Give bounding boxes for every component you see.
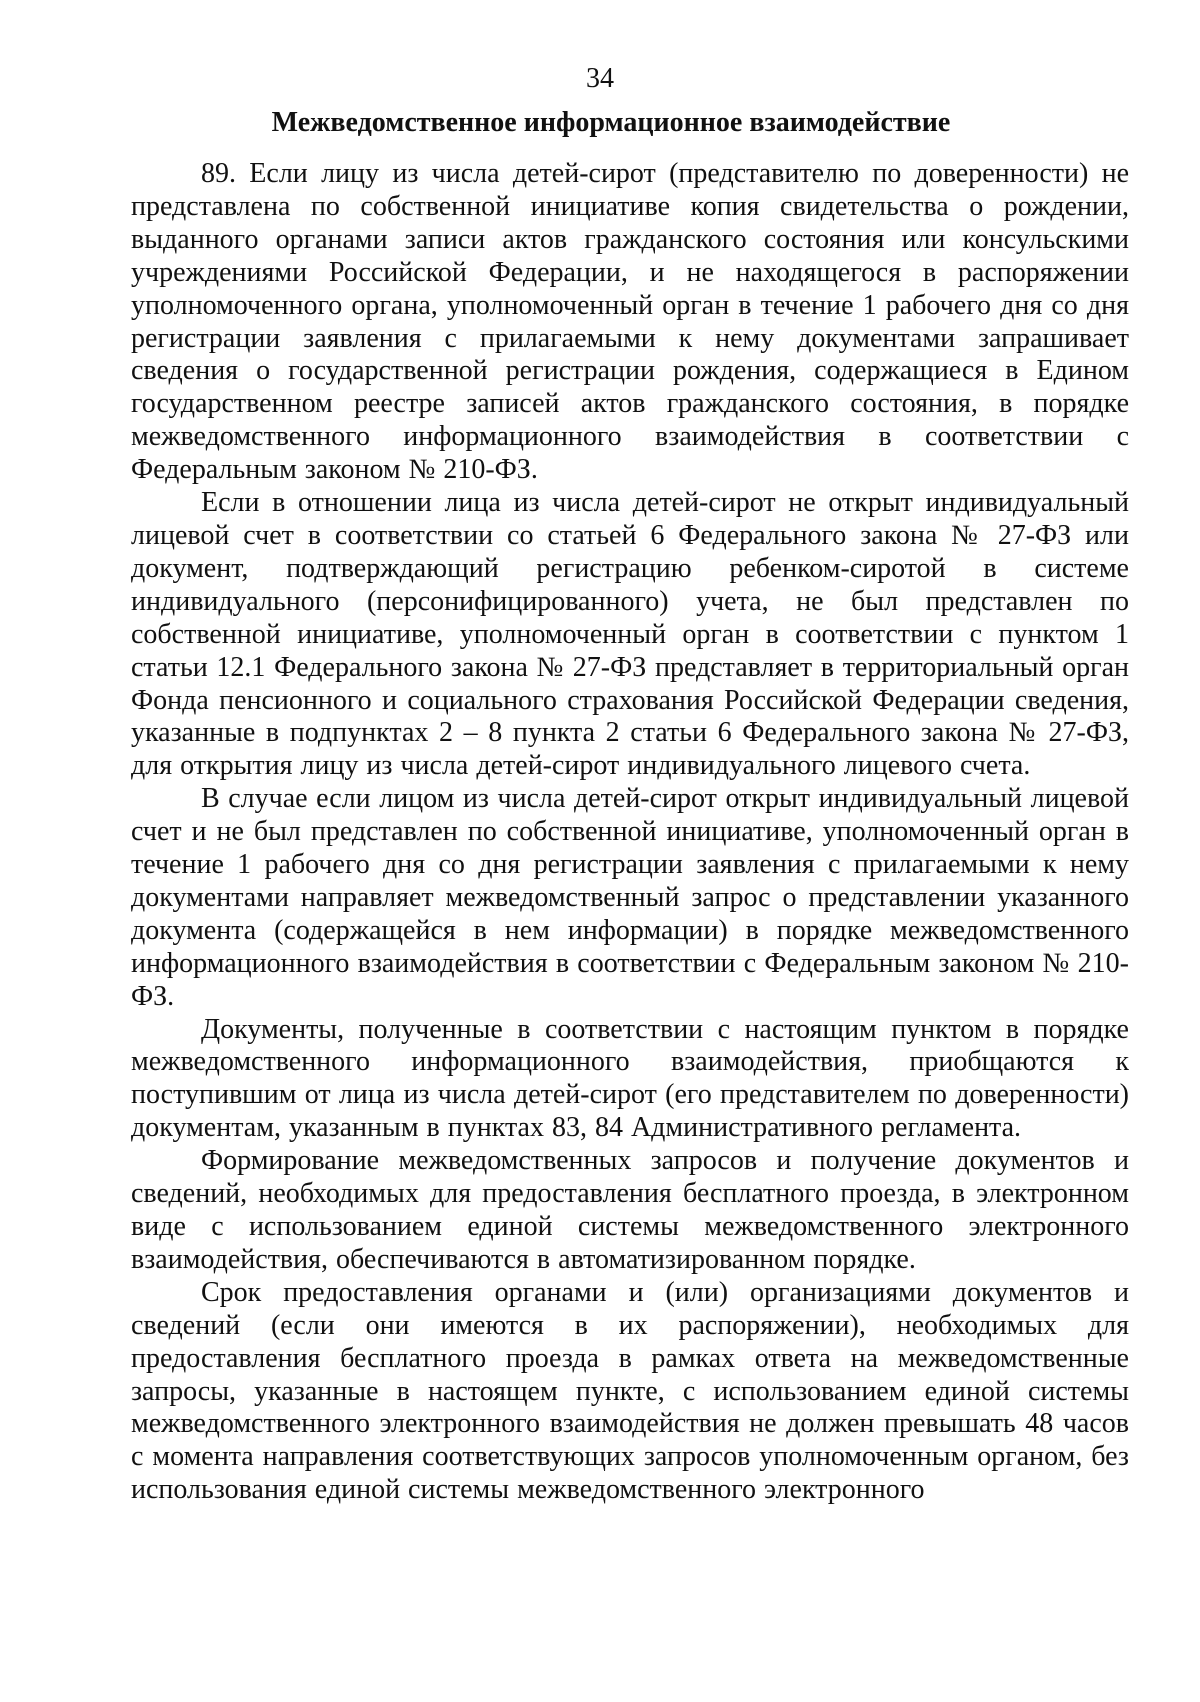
paragraph-received-documents: Документы, полученные в соответствии с настоящим пунктом в порядке межведомственного информационного взаимодействия, приобщаются к поступившим от лица из числа детей-сирот (его представителем по доверенности) документам, указанным в пунктах 83, 84 Административного регламента. [131,1013,1129,1144]
document-body [131,158,1129,1507]
paragraph-response-deadline: Срок предоставления органами и (или) организациями документов и сведений (если они имеются в их распоряжении), необходимых для предоставления бесплатного проезда в рамках ответа на межведомственные запросы, указанные в настоящем пункте, с использованием единой системы межведомственного электронного взаимодействия не должен превышать 48 часов с момента направления соответствующих запросов уполномоченным органом, без использования единой системы межведомственного электронного [131,1276,1129,1506]
page-number: 34 [586,63,614,94]
paragraph-electronic-requests: Формирование межведомственных запросов и получение документов и сведений, необходимых для предоставления бесплатного проезда, в электронном виде с использованием единой системы межведомственного электронного взаимодействия, обеспечиваются в автоматизированном порядке. [131,1145,1129,1275]
section-heading: Межведомственное информационное взаимодействие [271,107,951,138]
paragraph-individual-account: Если в отношении лица из числа детей-сирот не открыт индивидуальный лицевой счет в соответствии со статьей 6 Федерального закона № 27-ФЗ или документ, подтверждающий регистрацию ребенком-сиротой в системе индивидуального (персонифицированного) учета, не был представлен по собственной инициативе, уполномоченный орган в соответствии с пунктом 1 статьи 12.1 Федерального закона № 27-ФЗ представляет в территориальный орган Фонда пенсионного и социального страхования Российской Федерации сведения, указанные в подпунктах 2 – 8 пункта 2 статьи 6 Федерального закона № 27-ФЗ, для открытия лицу из числа детей-сирот индивидуального лицевого счета. [131,487,1129,782]
paragraph-89-birth-certificate: 89. Если лицу из числа детей-сирот (представителю по доверенности) не представлена по собственной инициативе копия свидетельства о рождении, выданного органами записи актов гражданского состояния или консульскими учреждениями Российской Федерации, и не находящегося в распоряжении уполномоченного органа, уполномоченный орган в течение 1 рабочего дня со дня регистрации заявления с прилагаемыми к нему документами запрашивает сведения о государственной регистрации рождения, содержащиеся в Едином государственном реестре записей актов гражданского состояния, в порядке межведомственного информационного взаимодействия в соответствии с Федеральным законом № 210-ФЗ. [131,158,1129,486]
paragraph-account-request: В случае если лицом из числа детей-сирот открыт индивидуальный лицевой счет и не был представлен по собственной инициативе, уполномоченный орган в течение 1 рабочего дня со дня регистрации заявления с прилагаемыми к нему документами направляет межведомственный запрос о представлении указанного документа (содержащейся в нем информации) в порядке межведомственного информационного взаимодействия в соответствии с Федеральным законом № 210-ФЗ. [131,783,1129,1012]
